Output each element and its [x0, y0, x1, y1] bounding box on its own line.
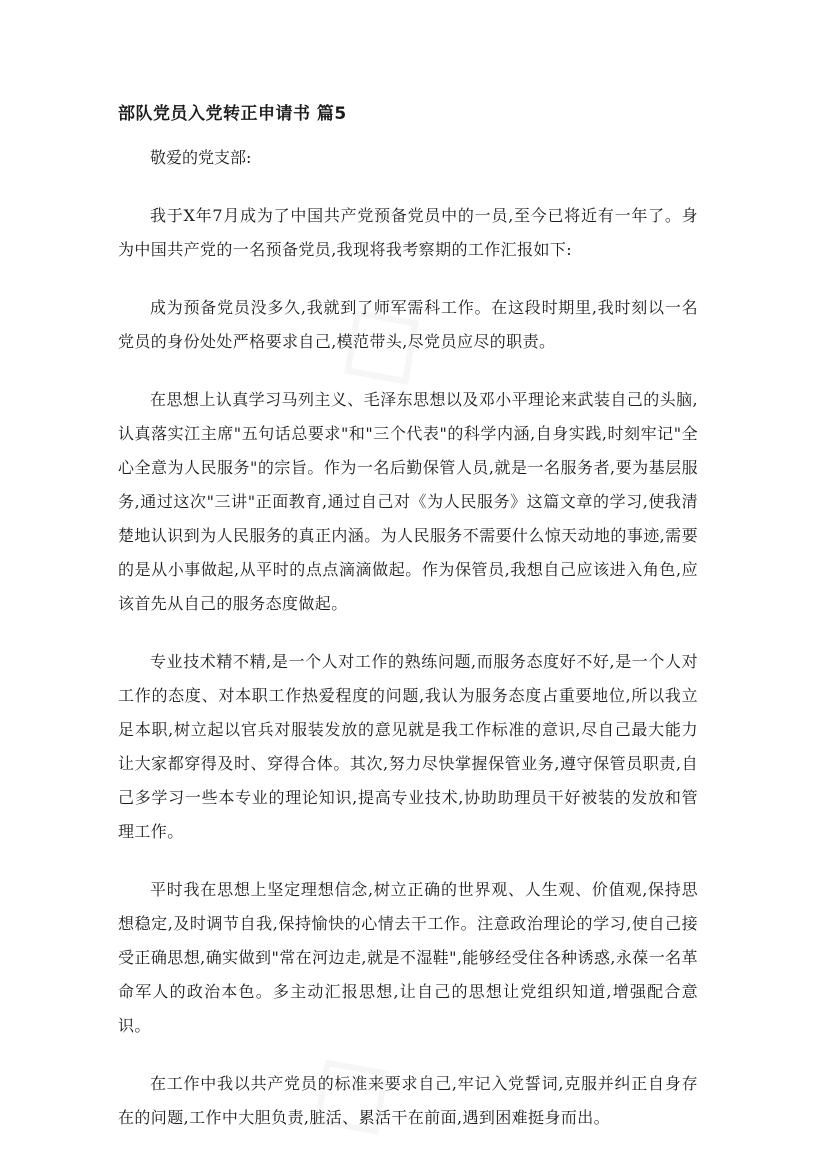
salutation: 敬爱的党支部:	[150, 148, 252, 167]
paragraph: 专业技术精不精,是一个人对工作的熟练问题,而服务态度好不好,是一个人对工作的态度、对本职工作热爱程度的问题,我认为服务态度占重要地位,所以我立足本职,树立起以官兵对服装发放的意见就是我工作标准的意识,尽自己最大能力让大家都穿得及时、穿得合体。其次,努力尽快掌握保管业务,遵守保管员职责,自己多学习一些本专业的理论知识,提高专业技术,协助助理员干好被装的发放和管理工作。	[118, 652, 698, 841]
document-title: 部队党员入党转正申请书 篇5	[118, 104, 347, 124]
paragraph: 平时我在思想上坚定理想信念,树立正确的世界观、人生观、价值观,保持思想稳定,及时调节自我,保持愉快的心情去干工作。注意政治理论的学习,使自己接受正确思想,确实做到"常在河边走,就是不湿鞋",能够经受住各种诱惑,永葆一名革命军人的政治本色。多主动汇报思想,让自己的思想让党组织知道,增强配合意识。	[118, 880, 698, 1035]
paragraph: 在工作中我以共产党员的标准来要求自己,牢记入党誓词,克服并纠正自身存在的问题,工作中大胆负责,脏活、累活干在前面,遇到困难挺身而出。	[118, 1074, 698, 1127]
paragraph: 成为预备党员没多久,我就到了师军需科工作。在这段时期里,我时刻以一名党员的身份处处严格要求自己,模范带头,尽党员应尽的职责。	[118, 298, 698, 351]
paragraph: 我于X年7月成为了中国共产党预备党员中的一员,至今已将近有一年了。身为中国共产党的一名预备党员,我现将我考察期的工作汇报如下:	[118, 206, 698, 259]
paragraph: 在思想上认真学习马列主义、毛泽东思想以及邓小平理论来武装自己的头脑,认真落实江主席"五句话总要求"和"三个代表"的科学内涵,自身实践,时刻牢记"全心全意为人民服务"的宗旨。作为一名后勤保管人员,就是一名服务者,要为基层服务,通过这次"三讲"正面教育,通过自己对《为人民服务》这篇文章的学习,使我清楚地认识到为人民服务的真正内涵。为人民服务不需要什么惊天动地的事迹,需要的是从小事做起,从平时的点点滴滴做起。作为保管员,我想自己应该进入角色,应该首先从自己的服务态度做起。	[118, 390, 698, 613]
document-body	[118, 100, 698, 1159]
